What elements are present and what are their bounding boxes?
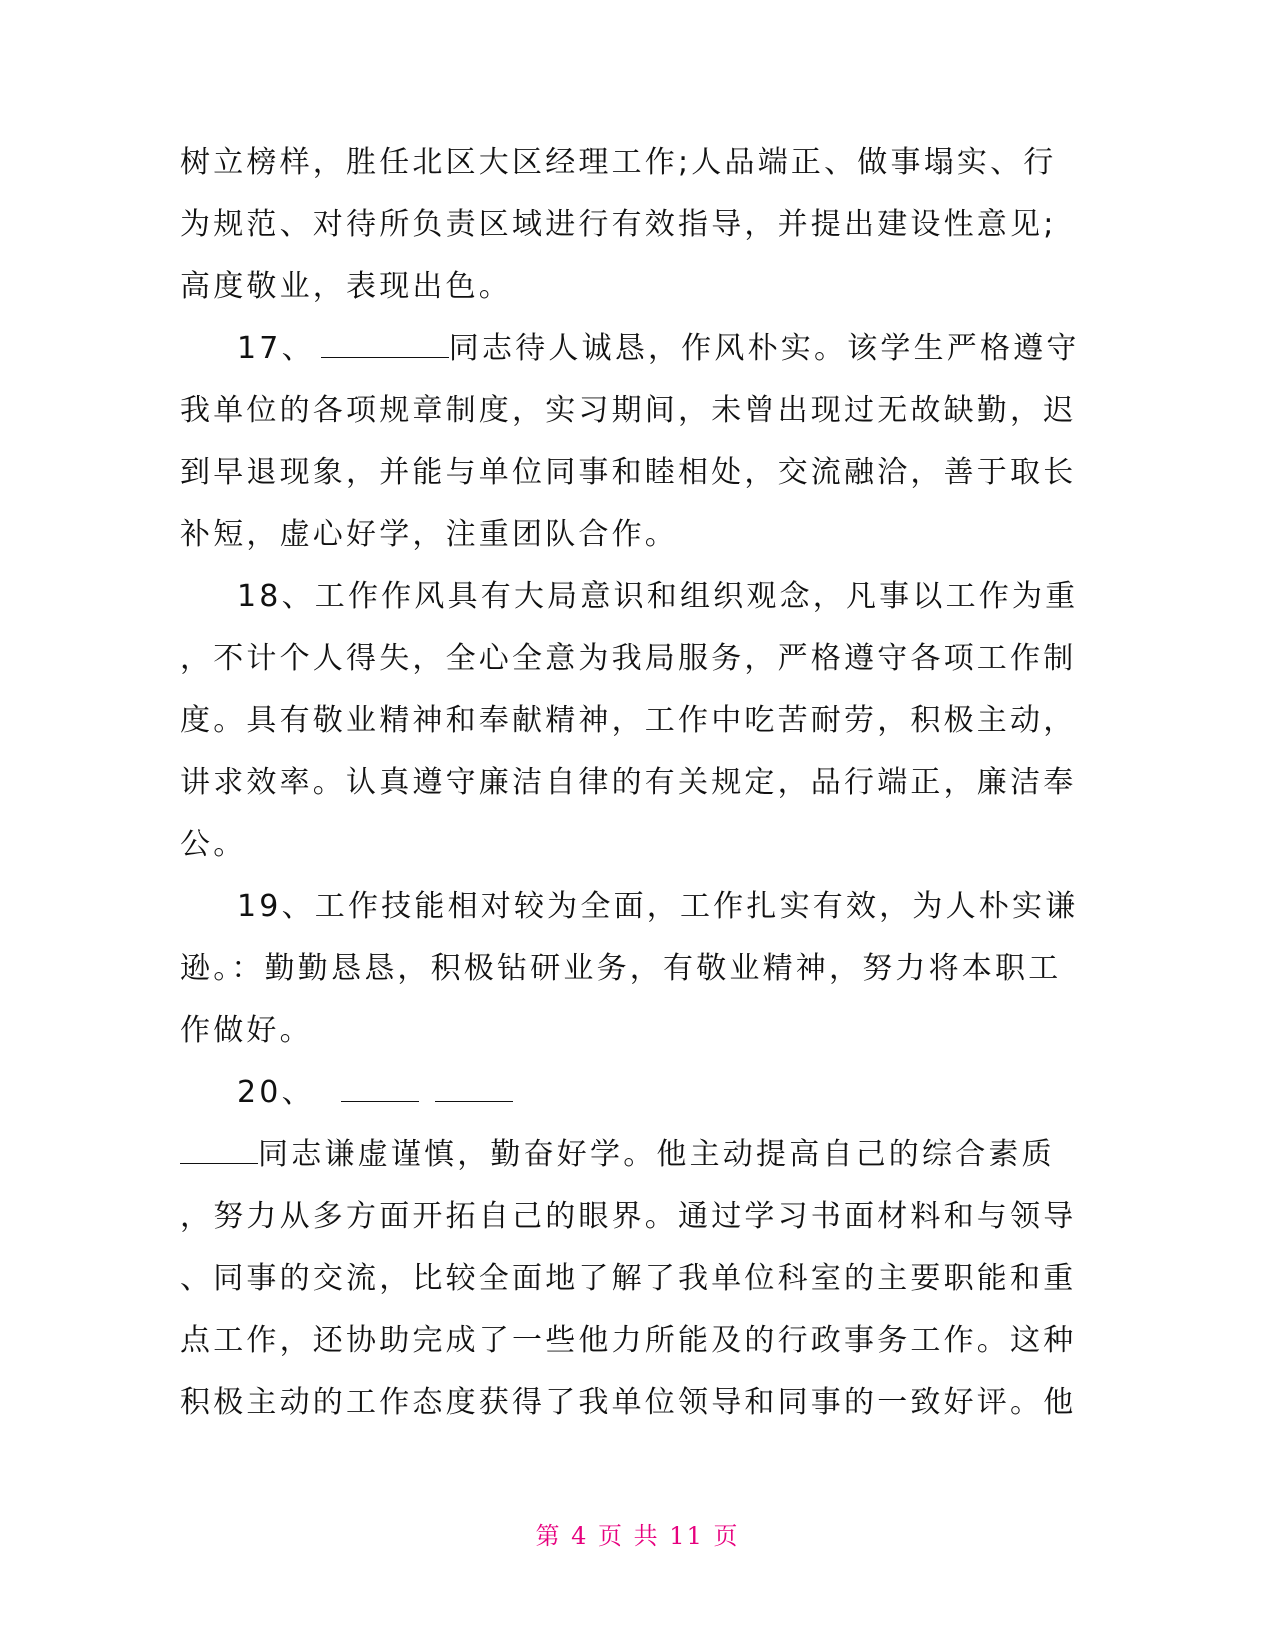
text-line: ，不计个人得失，全心全意为我局服务，严格遵守各项工作制: [180, 641, 1077, 676]
text-line: 度。具有敬业精神和奉献精神，工作中吃苦耐劳，积极主动，: [180, 703, 1077, 738]
text-line: 逊。：勤勤恳恳，积极钻研业务，有敬业精神，努力将本职工: [180, 951, 1062, 986]
text-line: 同志谦虚谨慎，勤奋好学。他主动提高自己的综合素质: [258, 1137, 1055, 1172]
item-20-first-line: [180, 1062, 1042, 1124]
fill-in-blank: [180, 1139, 258, 1164]
text-line: 同志待人诚恳，作风朴实。该学生严格遵守: [448, 331, 1080, 366]
text-line: 点工作，还协助完成了一些他力所能及的行政事务工作。这种: [180, 1323, 1077, 1358]
fill-in-blank: [321, 333, 449, 358]
fill-in-blank: [341, 1077, 419, 1102]
text-line: 18、工作作风具有大局意识和组织观念，凡事以工作为重: [237, 579, 1079, 614]
item-number: 17、: [237, 331, 315, 366]
text-line: 作做好。: [180, 1013, 313, 1048]
item-17-first-line: [180, 318, 1080, 380]
text-line: 公。: [180, 827, 247, 862]
text-line: 、同事的交流，比较全面地了解了我单位科室的主要职能和重: [180, 1261, 1077, 1296]
text-line: 补短，虚心好学，注重团队合作。: [180, 517, 678, 552]
text-line: 我单位的各项规章制度，实习期间，未曾出现过无故缺勤，迟: [180, 393, 1077, 428]
text-line: 为规范、对待所负责区域进行有效指导，并提出建设性意见;: [180, 207, 1057, 242]
fill-in-blank: [435, 1077, 513, 1102]
item-number: 20、: [237, 1075, 315, 1110]
text-line: 19、工作技能相对较为全面，工作扎实有效，为人朴实谦: [237, 889, 1079, 924]
text-line: ，努力从多方面开拓自己的眼界。通过学习书面材料和与领导: [180, 1199, 1077, 1234]
item-20-second-line: [180, 1124, 1055, 1186]
text-line: 讲求效率。认真遵守廉洁自律的有关规定，品行端正，廉洁奉: [180, 765, 1077, 800]
page-number-footer: 第 4 页 共 11 页: [535, 1522, 740, 1550]
document-body: [180, 132, 1080, 1434]
text-line: 到早退现象，并能与单位同事和睦相处，交流融洽，善于取长: [180, 455, 1077, 490]
text-line: 积极主动的工作态度获得了我单位领导和同事的一致好评。他: [180, 1385, 1077, 1420]
text-line: 高度敬业，表现出色。: [180, 269, 512, 304]
text-line: 树立榜样，胜任北区大区经理工作;人品端正、做事塌实、行: [180, 145, 1057, 180]
